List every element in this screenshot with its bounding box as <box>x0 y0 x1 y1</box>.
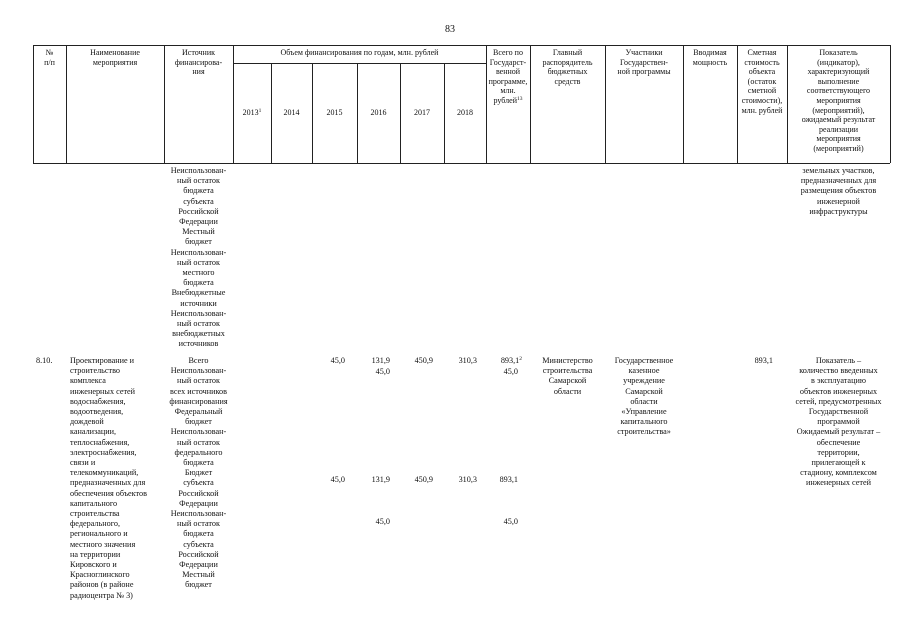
unused-2016: 45,0 <box>375 367 390 376</box>
subject-sum: 893,1 <box>499 475 518 484</box>
header-manager: Главный распорядитель бюджетных средств <box>542 48 593 86</box>
row-sources: Всего Неиспользован- ный остаток всех источников финансирования Федеральный бюджет Неиспользован- ный остаток федерального бюджета Бюджет субъекта Российской Федерации Неиспользован- ный остаток бюджета субъекта Российской Федерации Местный бюджет <box>169 356 228 590</box>
header-year-2014: 2014 <box>283 108 300 117</box>
total-2015: 45,0 <box>330 356 345 365</box>
continuation-sources: Неиспользован- ный остаток бюджета субъекта Российской Федерации Местный бюджет Неиспользован- ный остаток местного бюджета Внебюджетные источники Неиспользован- ный остаток внебюджетных источников <box>170 166 227 349</box>
continuation-indicator: земельных участков, предназначенных для размещения объектов инженерной инфраструктуры <box>800 166 877 216</box>
row-indicator: Показатель – количество введенных в эксплуатацию объектов инженерных сетей, предусмотренных Государственной программой Ожидаемый результат – обеспечение территории, прилегающей к стадиону, комплексом инженерных сетей <box>795 356 882 488</box>
subject-2018: 310,3 <box>458 475 477 484</box>
header-capacity: Вводимая мощность <box>692 48 728 67</box>
header-indicator: Показатель (индикатор), характеризующий выполнение соответствующего мероприятия (мероприятий), ожидаемый результат реализации мероприятия (мероприятий) <box>801 48 876 153</box>
header-cost: Сметная стоимость объекта (остаток сметной стоимости), млн. рублей <box>741 48 783 115</box>
header-year-2018: 2018 <box>457 108 473 117</box>
total-2016: 131,9 <box>371 356 390 365</box>
page-number: 83 <box>445 24 455 35</box>
subject-2016: 131,9 <box>371 475 390 484</box>
total-2018: 310,3 <box>458 356 477 365</box>
row-number: 8.10. <box>36 356 53 365</box>
unused-sum: 45,0 <box>503 367 518 376</box>
total-2017: 450,9 <box>414 356 433 365</box>
total-sum: 893,1$^2$ <box>500 356 522 365</box>
row-participants: Государственное казенное учреждение Самарской области «Управление капитального строительства» <box>614 356 674 437</box>
header-year-2017: 2017 <box>414 108 430 117</box>
header-volume: Объем финансирования по годам, млн. рублей <box>280 48 439 57</box>
header-num: № п/п <box>44 48 55 67</box>
header-total: Всего по Государст- венной программе, млн. рублей$^{13}$ <box>488 48 528 105</box>
header-source: Источник финансирова- ния <box>174 48 223 77</box>
row-cost: 893,1 <box>754 356 773 365</box>
subject-unused-sum: 45,0 <box>503 517 518 526</box>
subject-2015: 45,0 <box>330 475 345 484</box>
subject-2017: 450,9 <box>414 475 433 484</box>
header-year-2016: 2016 <box>370 108 387 117</box>
row-manager: Министерство строительства Самарской области <box>542 356 593 396</box>
header-participants: Участники Государствен- ной программы <box>617 48 671 77</box>
row-name: Проектирование и строительство комплекса инженерных сетей водоснабжения, водоотведения, дождевой канализации, теплоснабжения, электроснабжения, связи и телекоммуникаций, предназначенных для обеспечения объектов капитального строительства федерального, регионального и местного значения на территории Кировского и Красноглинского районов (в районе радиоцентра № 3) <box>70 356 147 600</box>
header-year-2013: 2013$^1$ <box>242 108 262 117</box>
header-year-2015: 2015 <box>326 108 343 117</box>
header-name: Наименование мероприятия <box>90 48 140 67</box>
subject-unused-2016: 45,0 <box>375 517 390 526</box>
